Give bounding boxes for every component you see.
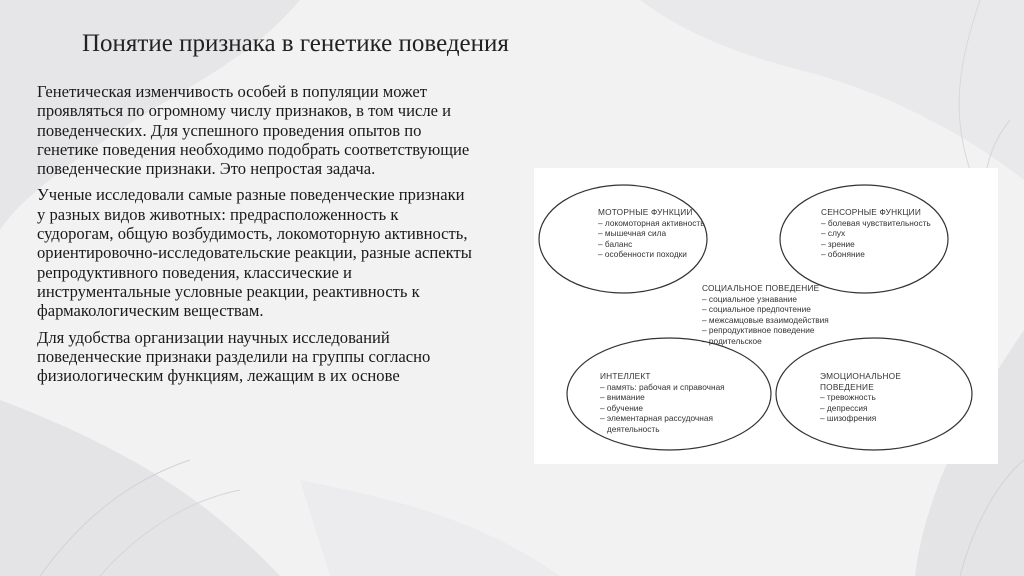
intellect-item: – элементарная рассудочная bbox=[600, 413, 713, 424]
intellect-item: – внимание bbox=[600, 392, 645, 403]
slide-body bbox=[37, 82, 537, 392]
motor-item: – особенности походки bbox=[598, 249, 687, 260]
social-item: – социальное предпочтение bbox=[702, 304, 811, 315]
emotional-item: – депрессия bbox=[820, 402, 868, 413]
social-item: – социальное узнавание bbox=[702, 293, 797, 304]
behavior-traits-diagram bbox=[534, 168, 998, 464]
social-item: – родительское bbox=[702, 335, 762, 346]
sensory-item: – слух bbox=[821, 228, 846, 239]
sensory-functions-title: СЕНСОРНЫЕ ФУНКЦИИ bbox=[821, 207, 921, 217]
social-item: – межсамцовые взаимодействия bbox=[702, 314, 829, 325]
emotional-item: – тревожность bbox=[820, 392, 876, 403]
intellect-item: – память: рабочая и справочная bbox=[600, 381, 725, 392]
intellect-label bbox=[600, 371, 725, 435]
social-behavior-label bbox=[702, 283, 829, 347]
sensory-functions-label bbox=[821, 207, 931, 260]
page-title: Понятие признака в генетике поведения bbox=[82, 30, 509, 57]
paragraph-traits-studied: Ученые исследовали самые разные поведенческие признаки у разных видов животных: предрасположенность к судорогам, общую возбудимость, локомоторную активность, ориентировочно-исследовательские реакции, разные аспекты репродуктивного поведения, классические и инструментальные условные реакции, реактивность к фармакологическим веществам. bbox=[37, 185, 472, 321]
paragraph-variability: Генетическая изменчивость особей в популяции может проявляться по огромному числу признаков, в том числе и поведенческих. Для успешного проведения опытов по генетике поведения необходимо подобрать соответствующие поведенческие признаки. Это непростая задача. bbox=[37, 82, 470, 179]
motor-item: – локомоторная активность bbox=[598, 217, 705, 228]
intellect-title: ИНТЕЛЛЕКТ bbox=[600, 371, 651, 381]
motor-item: – баланс bbox=[598, 238, 633, 249]
social-behavior-title: СОЦИАЛЬНОЕ ПОВЕДЕНИЕ bbox=[702, 283, 820, 293]
motor-item: – мышечная сила bbox=[598, 228, 667, 239]
motor-functions-title: МОТОРНЫЕ ФУНКЦИИ bbox=[598, 207, 693, 217]
motor-functions-label bbox=[598, 207, 705, 260]
paragraph-grouping: Для удобства организации научных исследований поведенческие признаки разделили на группы согласно физиологическим функциям, лежащим в их основе bbox=[37, 327, 431, 386]
sensory-item: – болевая чувствительность bbox=[821, 217, 931, 228]
social-item: – репродуктивное поведение bbox=[702, 325, 815, 336]
intellect-item: – обучение bbox=[600, 402, 644, 413]
sensory-item: – зрение bbox=[821, 238, 855, 249]
emotional-behavior-label bbox=[820, 371, 901, 424]
emotional-behavior-title-line1: ЭМОЦИОНАЛЬНОЕ bbox=[820, 371, 902, 381]
emotional-behavior-title-line2: ПОВЕДЕНИЕ bbox=[820, 381, 874, 392]
emotional-item: – шизофрения bbox=[820, 413, 877, 424]
sensory-item: – обоняние bbox=[821, 249, 865, 260]
intellect-item: деятельность bbox=[600, 423, 660, 434]
